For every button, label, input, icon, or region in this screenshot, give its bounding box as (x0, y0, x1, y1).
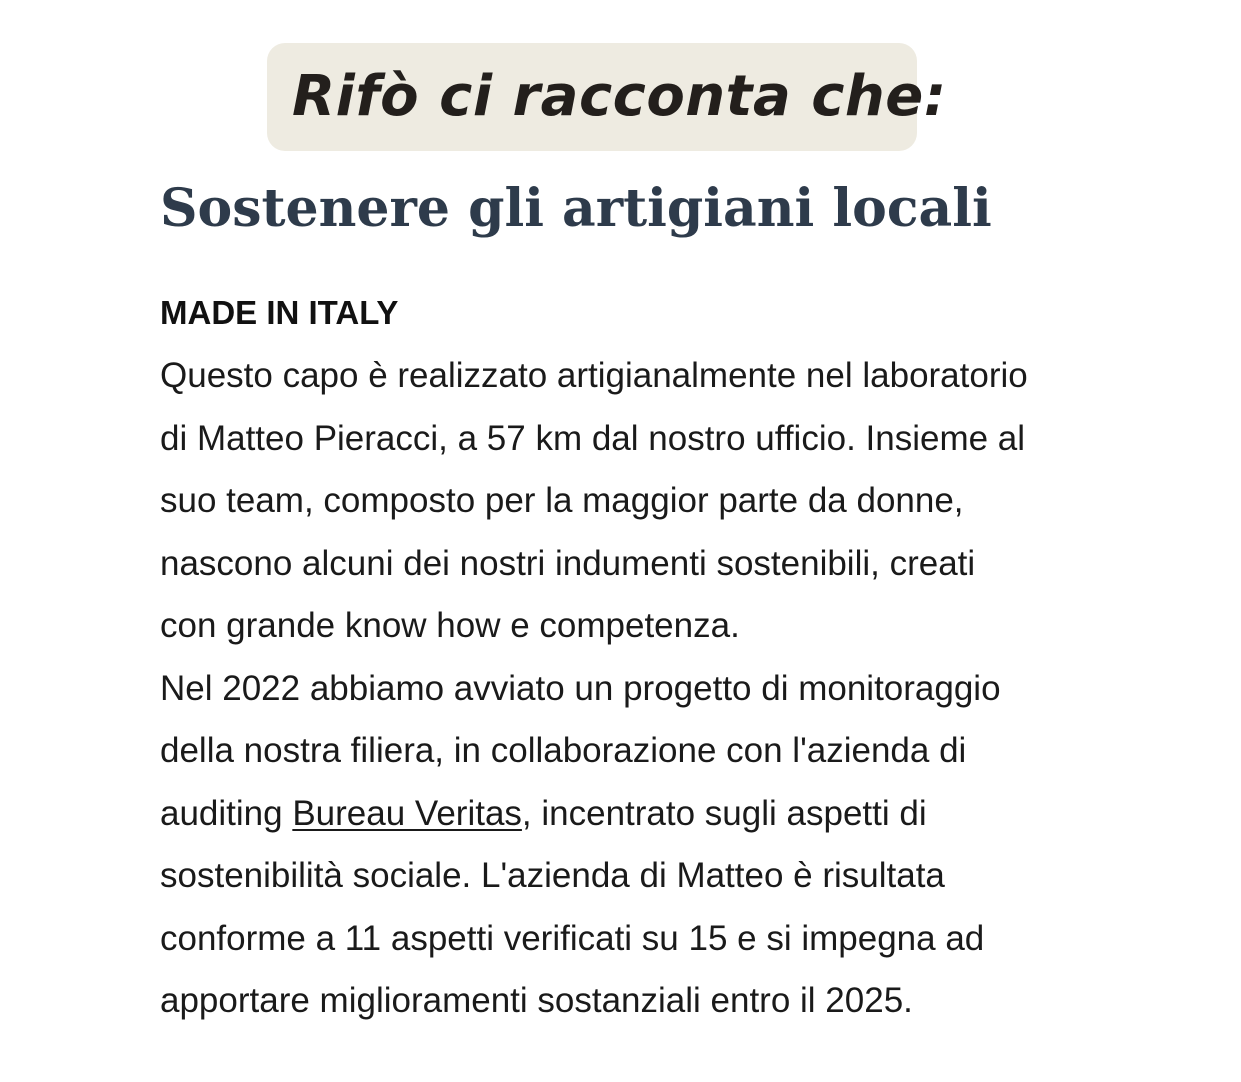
section-label: MADE IN ITALY (160, 294, 399, 331)
text-segment: auditing (160, 793, 293, 833)
paragraph-line: sostenibilità sociale. L'azienda di Matteo è risultata (160, 856, 945, 895)
callout-title: Rifò ci racconta che: (292, 64, 947, 129)
description-text (160, 345, 1160, 1033)
text-segment: , incentrato sugli aspetti di (521, 793, 927, 833)
paragraph-line: Questo capo è realizzato artigianalmente nel laboratorio (160, 356, 1028, 395)
paragraph-line: conforme a 11 aspetti verificati su 15 e si impegna ad (160, 918, 985, 958)
paragraph-line: di Matteo Pieracci, a 57 km dal nostro ufficio. Insieme al (160, 418, 1026, 458)
paragraph-line: apportare miglioramenti sostanziali entro il 2025. (160, 981, 913, 1020)
paragraph-line-with-link (160, 783, 1160, 846)
callout-box (267, 43, 947, 151)
paragraph-line: della nostra filiera, in collaborazione con l'azienda di (160, 731, 967, 770)
paragraph-line: nascono alcuni dei nostri indumenti sostenibili, creati (160, 543, 976, 583)
page-title: Sostenere gli artigiani locali (160, 178, 992, 239)
paragraph-line: Nel 2022 abbiamo avviato un progetto di monitoraggio (160, 668, 1001, 708)
paragraph-line: con grande know how e competenza. (160, 606, 740, 645)
bureau-veritas-link[interactable]: Bureau Veritas (292, 793, 522, 833)
paragraph-line: suo team, composto per la maggior parte da donne, (160, 481, 964, 520)
